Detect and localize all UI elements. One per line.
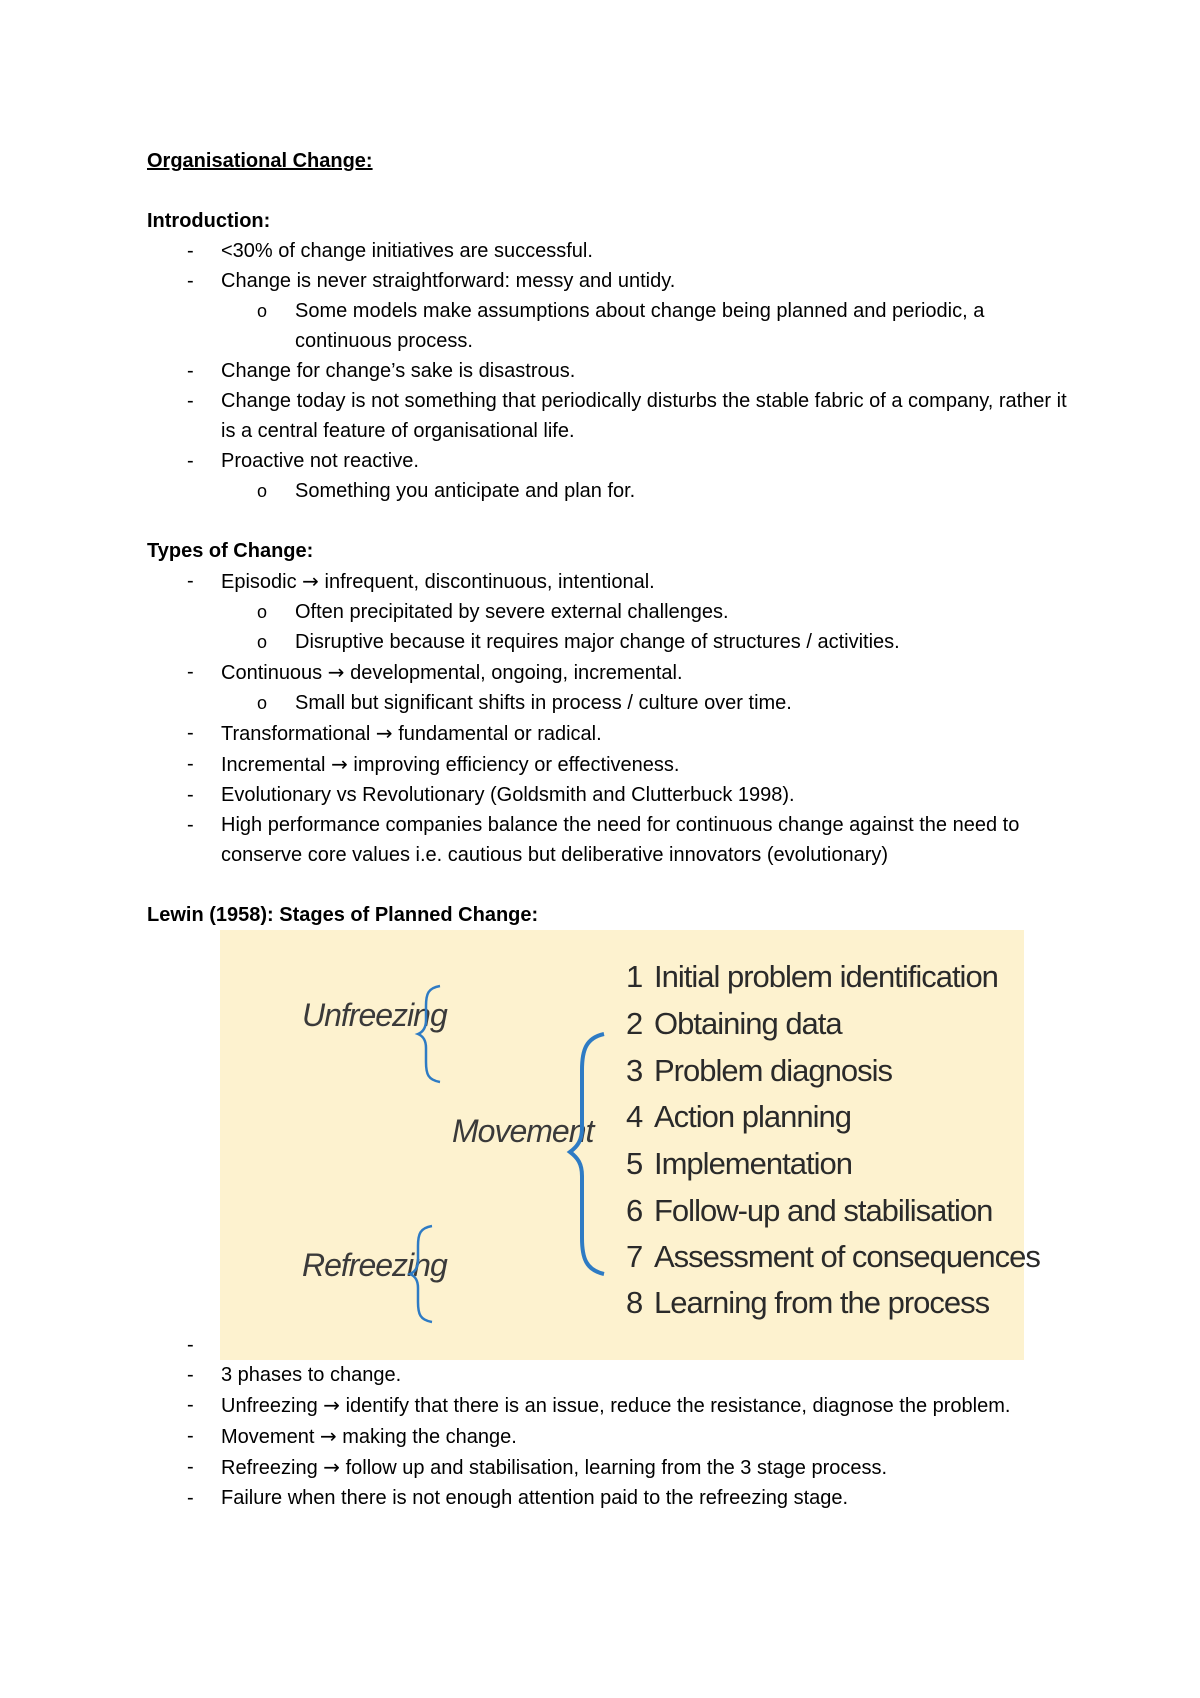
term: Refreezing: [221, 1457, 318, 1479]
dash-bullet: -: [187, 360, 194, 382]
list-item-text: Change today is not something that periodically disturbs the stable fabric of a company, rather it is a central feature of organisational life.: [221, 390, 1067, 442]
term: Transformational: [221, 723, 371, 745]
arrow-icon: →: [327, 660, 345, 684]
sub-list-item-text: Something you anticipate and plan for.: [295, 480, 636, 502]
list-item: [147, 236, 1077, 266]
list-item: [147, 356, 1077, 386]
dash-bullet: -: [187, 1487, 194, 1509]
refreezing-brace-icon: [410, 1226, 432, 1322]
circle-bullet: o: [257, 602, 268, 622]
list-item: [147, 780, 1077, 810]
list-item-text: <30% of change initiatives are successful.: [221, 240, 593, 262]
list-item: [147, 1452, 1077, 1483]
list-item: [147, 657, 1077, 718]
definition: developmental, ongoing, incremental.: [350, 662, 683, 684]
step-number: 7: [626, 1239, 643, 1274]
term: Unfreezing: [221, 1395, 318, 1417]
document-page: [147, 146, 1077, 1513]
list-item-text: Change is never straightforward: messy and untidy.: [221, 270, 676, 292]
list-item: [147, 1421, 1077, 1452]
step-number: 2: [626, 1006, 643, 1041]
sub-list-item: [221, 476, 1077, 506]
list-item-text: Evolutionary vs Revolutionary (Goldsmith and Clutterbuck 1998).: [221, 784, 795, 806]
circle-bullet: o: [257, 693, 268, 713]
sub-list: [221, 476, 1077, 506]
list-item: [147, 566, 1077, 657]
arrow-icon: →: [323, 1455, 341, 1479]
dash-bullet: -: [187, 450, 194, 472]
step-number: 1: [626, 959, 643, 994]
dash-bullet: -: [187, 661, 194, 683]
unfreezing-brace-icon: [418, 986, 440, 1082]
step-label: Action planning: [654, 1099, 851, 1134]
dash-bullet: -: [187, 753, 194, 775]
step-label: Assessment of consequences: [654, 1239, 1040, 1274]
step-label: Obtaining data: [654, 1006, 842, 1041]
term: Episodic: [221, 571, 297, 593]
list-item: [147, 1483, 1077, 1513]
step-label: Implementation: [654, 1146, 852, 1181]
list-item: [147, 810, 1077, 870]
list-item: [147, 386, 1077, 446]
step-number: 6: [626, 1193, 643, 1228]
arrow-icon: →: [319, 1424, 337, 1448]
unfreezing-label: Unfreezing: [302, 997, 447, 1033]
step-number: 4: [626, 1099, 643, 1134]
step-number: 5: [626, 1146, 643, 1181]
list-item: [147, 718, 1077, 749]
circle-bullet: o: [257, 632, 268, 652]
dash-bullet: -: [187, 1334, 194, 1356]
dash-bullet: -: [187, 570, 194, 592]
list-item: [147, 446, 1077, 506]
list-item: [147, 1360, 1077, 1390]
list-item: [147, 266, 1077, 356]
sub-list-item-text: Often precipitated by severe external challenges.: [295, 601, 729, 623]
arrow-icon: →: [302, 569, 319, 593]
stage-step: [626, 1053, 893, 1088]
definition: identify that there is an issue, reduce the resistance, diagnose the problem.: [345, 1395, 1011, 1417]
list-item-text: 3 phases to change.: [221, 1364, 402, 1386]
dash-bullet: -: [187, 722, 194, 744]
movement-label: Movement: [452, 1113, 594, 1149]
sub-list: [221, 688, 1077, 718]
definition: infrequent, discontinuous, intentional.: [324, 571, 655, 593]
section-heading-lewin: Lewin (1958): Stages of Planned Change:: [147, 904, 539, 926]
list-item-text: Change for change’s sake is disastrous.: [221, 360, 576, 382]
sub-list-item-text: Small but significant shifts in process / culture over time.: [295, 692, 792, 714]
dash-bullet: -: [187, 814, 194, 836]
lewin-list: [147, 1360, 1077, 1513]
step-number: 8: [626, 1285, 643, 1320]
dash-bullet: -: [187, 390, 194, 412]
dash-bullet: -: [187, 1456, 194, 1478]
lewin-figure-row: [147, 930, 1077, 1360]
circle-bullet: o: [257, 301, 268, 321]
sub-list-item-text: Some models make assumptions about change being planned and periodic, a continuous process.: [295, 300, 985, 352]
stage-step: [626, 959, 998, 994]
sub-list-item: [221, 688, 1077, 718]
term: Continuous: [221, 662, 323, 684]
term: Incremental: [221, 754, 326, 776]
list-item: [147, 1390, 1077, 1421]
sub-list-item: [221, 597, 1077, 627]
step-label: Initial problem identification: [654, 959, 998, 994]
list-item: [147, 749, 1077, 780]
sub-list: [221, 296, 1077, 356]
definition: follow up and stabilisation, learning from the 3 stage process.: [345, 1457, 888, 1479]
lewin-stages-figure: [220, 930, 1040, 1360]
stage-step: [626, 1239, 1040, 1274]
arrow-icon: →: [323, 1393, 341, 1417]
refreezing-label: Refreezing: [302, 1247, 447, 1283]
step-label: Learning from the process: [654, 1285, 990, 1320]
stage-step: [626, 1193, 993, 1228]
stage-step: [626, 1285, 990, 1320]
sub-list-item-text: Disruptive because it requires major change of structures / activities.: [295, 631, 900, 653]
list-item-text: High performance companies balance the need for continuous change against the need to conserve core values i.e. cautious but deliberative innovators (evolutionary): [221, 814, 1020, 866]
types-list: [147, 566, 1077, 870]
arrow-icon: →: [331, 752, 348, 776]
page-title: Organisational Change:: [147, 150, 373, 172]
step-label: Problem diagnosis: [654, 1053, 893, 1088]
step-label: Follow-up and stabilisation: [654, 1193, 993, 1228]
definition: fundamental or radical.: [398, 723, 602, 745]
section-heading-types: Types of Change:: [147, 540, 314, 562]
term: Movement: [221, 1426, 315, 1448]
sub-list-item: [221, 296, 1077, 356]
sub-list-item: [221, 627, 1077, 657]
list-item-text: Proactive not reactive.: [221, 450, 419, 472]
list-item-text: Failure when there is not enough attention paid to the refreezing stage.: [221, 1487, 849, 1509]
stage-step: [626, 1006, 842, 1041]
dash-bullet: -: [187, 1425, 194, 1447]
arrow-icon: →: [375, 721, 393, 745]
step-number: 3: [626, 1053, 643, 1088]
dash-bullet: -: [187, 240, 194, 262]
introduction-list: [147, 236, 1077, 506]
section-heading-introduction: Introduction:: [147, 210, 271, 232]
movement-brace-icon: [570, 1034, 604, 1274]
stage-step: [626, 1099, 851, 1134]
definition: making the change.: [342, 1426, 517, 1448]
sub-list: [221, 597, 1077, 657]
dash-bullet: -: [187, 1364, 194, 1386]
dash-bullet: -: [187, 1394, 194, 1416]
dash-bullet: -: [187, 784, 194, 806]
dash-bullet: -: [187, 270, 194, 292]
stage-step: [626, 1146, 852, 1181]
circle-bullet: o: [257, 481, 268, 501]
definition: improving efficiency or effectiveness.: [353, 754, 680, 776]
